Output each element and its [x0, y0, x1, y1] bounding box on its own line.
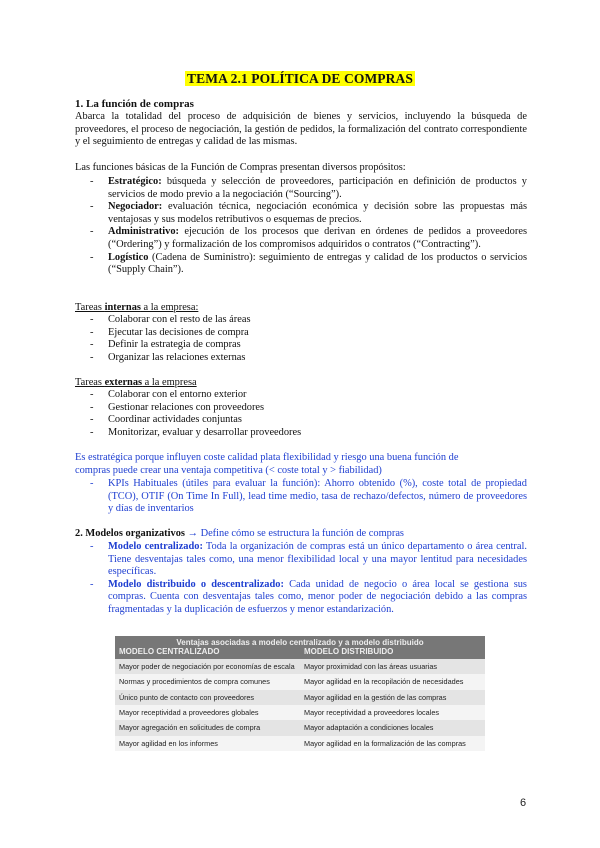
internal-tasks-list — [90, 314, 510, 364]
table-header-row — [115, 647, 485, 658]
page-number: 6 — [520, 797, 527, 809]
col-header-distribuido: MODELO DISTRIBUIDO — [300, 647, 485, 658]
functions-list — [90, 176, 527, 277]
external-tasks-heading: Tareas externas a la empresa — [75, 377, 197, 388]
table-row: Mayor agregación en solicitudes de compra Mayor adaptación a condiciones locales — [115, 720, 485, 735]
list-item: - Coordinar actividades conjuntas — [90, 414, 510, 427]
advantages-table — [115, 636, 485, 751]
function-item: - Administrativo: ejecución de los procesos que derivan en órdenes de pedidos a proveedores (“Ordering”) y formalización de los compromisos adquiridos o contratos (“Contracting”). — [90, 226, 527, 251]
models-list — [90, 541, 527, 617]
strategic-note-line-2: compras puede crear una ventaja competitiva (< coste total y > fiabilidad) — [75, 465, 382, 476]
function-item: - Negociador: evaluación técnica, negociación económica y decisión sobre las propuestas más ventajosas y sus modelos retributivos o esquemas de precios. — [90, 201, 527, 226]
table-row: Mayor agilidad en los informes Mayor agilidad en la formalización de las compras — [115, 736, 485, 751]
list-item: - Organizar las relaciones externas — [90, 352, 510, 365]
list-item: - Monitorizar, evaluar y desarrollar proveedores — [90, 427, 510, 440]
section-2-heading: 2. Modelos organizativos → Define cómo se estructura la función de compras — [75, 528, 404, 539]
external-tasks-list — [90, 389, 510, 439]
strategic-note-line-1: Es estratégica porque influyen coste calidad plata flexibilidad y riesgo una buena función de — [75, 452, 459, 463]
table-row: Mayor receptividad a proveedores globales Mayor receptividad a proveedores locales — [115, 705, 485, 720]
title-text: TEMA 2.1 POLÍTICA DE COMPRAS — [187, 71, 413, 86]
table-row: Normas y procedimientos de compra comunes Mayor agilidad en la recopilación de necesidades — [115, 674, 485, 689]
list-item: - Colaborar con el entorno exterior — [90, 389, 510, 402]
section-1-paragraph: Abarca la totalidad del proceso de adquisición de bienes y servicios, incluyendo la búsqueda de proveedores, el proceso de negociación, la gestión de pedidos, la formalización del contrato correspondiente y el seguimiento de entregas y calidad de las mismas. — [75, 111, 527, 148]
section-1-heading: 1. La función de compras — [75, 98, 194, 110]
col-header-centralizado: MODELO CENTRALIZADO — [115, 647, 300, 658]
function-item: - Logístico (Cadena de Suministro): seguimiento de entregas y calidad de los productos o servicios (“Supply Chain”). — [90, 252, 527, 277]
list-item: - Gestionar relaciones con proveedores — [90, 402, 510, 415]
table-caption: Ventajas asociadas a modelo centralizado y a modelo distribuido — [115, 636, 485, 647]
model-item: - Modelo distribuido o descentralizado: Cada unidad de negocio o área local se gestiona sus compras. Cuenta con desventajas tales como, menor poder de negociación debido a las compras fragmentadas y la duplicación de esfuerzos y menor estandarización. — [90, 579, 527, 617]
kpi-item: - KPIs Habituales (útiles para evaluar la función): Ahorro obtenido (%), coste total de propiedad (TCO), OTIF (On Time In Full), lead time medio, tasa de rechazo/defectos, número de proveedores y días de inventarios — [90, 478, 527, 516]
list-item: - Definir la estrategia de compras — [90, 339, 510, 352]
model-item: - Modelo centralizado: Toda la organización de compras está un único departamento o área central. Tiene desventajas tales como, una menor flexibilidad local y una mayor lentitud para necesidades específicas. — [90, 541, 527, 579]
internal-tasks-heading: Tareas internas a la empresa: — [75, 302, 199, 313]
kpi-list — [90, 478, 527, 516]
function-item: - Estratégico: búsqueda y selección de proveedores, participación en definición de productos y servicios de modo previo a la negociación (“Sourcing”). — [90, 176, 527, 201]
list-item: - Colaborar con el resto de las áreas — [90, 314, 510, 327]
table-row: Único punto de contacto con proveedores Mayor agilidad en la gestión de las compras — [115, 690, 485, 705]
table-row: Mayor poder de negociación por economías de escala Mayor proximidad con las áreas usuarias — [115, 659, 485, 674]
functions-intro: Las funciones básicas de la Función de Compras presentan diversos propósitos: — [75, 162, 406, 173]
list-item: - Ejecutar las decisiones de compra — [90, 327, 510, 340]
page-title — [0, 70, 600, 88]
